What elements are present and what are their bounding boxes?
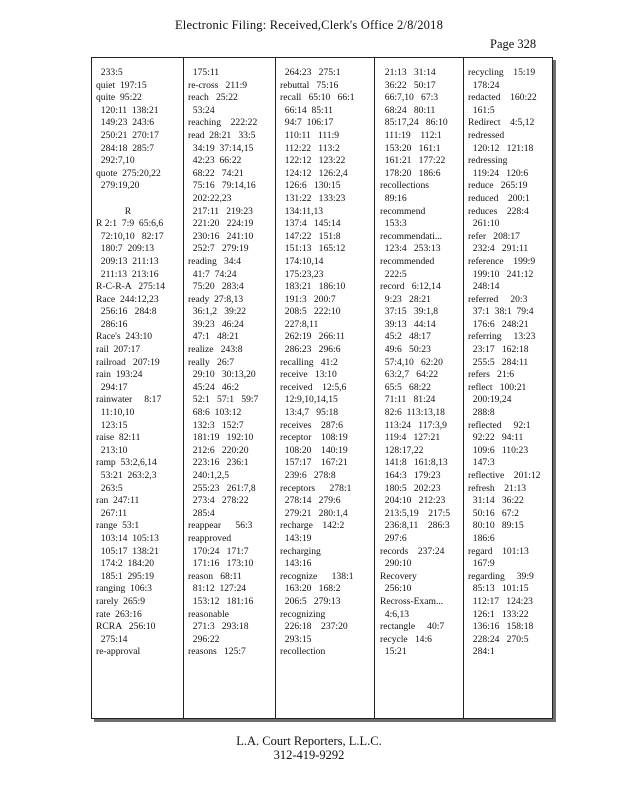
index-entry-line: 103:14 105:13 [96,532,159,544]
index-entry-line: recognizing [280,608,326,620]
index-column-5 [468,67,540,659]
index-entry-line: 53:24 [188,104,215,116]
index-entry-line: 39:13 44:14 [380,318,436,330]
index-entry-line: 80:10 89:15 [468,520,524,532]
index-entry-line: 294:17 [96,381,128,393]
index-entry-line: Recross-Exam... [380,595,444,607]
index-entry-line: 21:13 31:14 [380,67,436,78]
index-entry-line: redressed [468,129,505,141]
index-entry-line: range 53:1 [96,520,140,532]
index-entry-line: rarely 265:9 [96,595,146,607]
index-entry-line [96,193,165,206]
index-entry-line: reflective 201:12 [468,470,541,481]
index-entry-line: reappear 56:3 [188,520,253,532]
index-entry-line: 41:7 74:24 [188,268,237,280]
index-entry-line: 132:3 152:7 [188,419,244,431]
index-entry-line: 34:19 37:14,15 [188,142,254,154]
index-entry-line: 85:13 101:15 [468,583,529,595]
index-entry-line: 284:1 [468,646,495,658]
index-entry-line: 222:5 [380,268,407,280]
index-entry-line: 143:16 [280,558,312,570]
index-entry-line: records 237:24 [380,545,445,557]
index-entry-line: refer 208:17 [468,230,520,242]
index-entry-line: 267:11 [96,507,128,519]
index-entry-line: 178:20 186:6 [380,167,441,179]
index-entry-line: 153:20 161:1 [380,142,441,154]
index-entry-line: 72:10,10 82:17 [96,230,164,242]
index-entry-line: regarding 39:9 [468,570,534,582]
index-entry-line: 293:15 [280,633,312,645]
index-entry-line: 149:23 243:6 [96,117,155,129]
index-entry-line: 180:5 202:23 [380,482,441,494]
index-entry-line: 52:1 57:1 59:7 [188,394,259,406]
index-entry-line: 37:15 39:1,8 [380,306,439,318]
index-entry-line: 183:21 186:10 [280,281,346,293]
index-entry-line: 239:6 278:8 [280,470,336,481]
index-entry-line: 292:7,10 [96,155,135,167]
index-entry-line: Recovery [380,570,417,582]
index-entry-line: 112:22 113:2 [280,142,340,154]
index-entry-line: read 28:21 33:5 [188,129,256,141]
index-column-3 [280,67,355,659]
index-entry-line: 31:14 36:22 [468,495,524,507]
index-entry-line: 223:16 236:1 [188,457,249,469]
index-entry-line: 119:4 127:21 [380,432,441,444]
index-entry-line: really 26:7 [188,356,235,368]
index-entry-line: reference 199:9 [468,255,536,267]
index-column-1 [96,67,165,659]
index-entry-line: 285:4 [188,507,215,519]
index-entry-line: RCRA 256:10 [96,621,156,633]
index-entry-line: 255:5 284:11 [468,356,529,368]
index-entry-line: ranging 106:3 [96,583,152,595]
index-entry-line: 167:9 [468,558,495,570]
index-entry-line: recharging [280,545,321,557]
index-entry-line: 53:21 263:2,3 [96,470,157,481]
index-entry-line: 221:20 224:19 [188,218,254,230]
index-entry-line: re-cross 211:9 [188,79,248,91]
index-entry-line: 211:13 213:16 [96,268,159,280]
index-entry-line: 199:10 241:12 [468,268,534,280]
index-entry-line: 45:2 48:17 [380,331,431,343]
index-entry-line: 137:4 145:14 [280,218,341,230]
index-entry-line: 263:5 [96,482,123,494]
index-entry-line: rail 207:17 [96,344,141,356]
index-entry-line: redacted 160:22 [468,92,537,104]
index-entry-line: 36:22 50:17 [380,79,436,91]
index-entry-line: regard 101:13 [468,545,529,557]
index-entry-line: recommend [380,205,426,217]
index-entry-line: 49:6 50:23 [380,344,431,356]
index-entry-line: record 6:12,14 [380,281,441,293]
index-entry-line: reading 34:4 [188,255,242,267]
index-entry-line: 94:7 106:17 [280,117,334,129]
index-entry-line: 153:12 181:16 [188,595,254,607]
index-entry-line: 63:2,7 64:22 [380,369,439,381]
index-entry-line: 68:22 74:21 [188,167,244,179]
index-entry-line: 255:23 261:7,8 [188,482,256,494]
index-entry-line: 185:1 295:19 [96,570,155,582]
index-entry-line: 134:11,13 [280,205,324,217]
index-entry-line: 204:10 212:23 [380,495,446,507]
index-entry-line: 230:16 241:10 [188,230,254,242]
index-entry-line: 123:15 [96,419,128,431]
index-entry-line: 279:21 280:1,4 [280,507,348,519]
index-entry-line: 233:5 [96,67,123,78]
index-entry-line: reaching 222:22 [188,117,258,129]
index-entry-line: reach 25:22 [188,92,238,104]
index-entry-line: 75:16 79:14,16 [188,180,256,192]
index-entry-line: 108:20 140:19 [280,444,348,456]
index-entry-line: 68:24 80:11 [380,104,436,116]
index-entry-line: 209:13 211:13 [96,255,159,267]
index-entry-line: 178:24 [468,79,500,91]
index-entry-line: 250:21 270:17 [96,129,159,141]
index-entry-line: 151:13 165:12 [280,243,346,255]
index-entry-line: 45:24 46:2 [188,381,239,393]
index-entry-line: ramp 53:2,6,14 [96,457,157,469]
index-entry-line: 112:17 124:23 [468,595,533,607]
index-column-2 [188,67,258,659]
index-entry-line: 120:12 121:18 [468,142,534,154]
index-entry-line: recall 65:10 66:1 [280,92,355,104]
index-entry-line: 4:6,13 [380,608,410,620]
index-entry-line: 23:17 162:18 [468,344,529,356]
index-entry-line: 261:10 [468,218,500,230]
index-entry-line: 13:4,7 95:18 [280,407,339,419]
index-entry-line: rebuttal 75:16 [280,79,339,91]
index-entry-line: 57:4,10 62:20 [380,356,443,368]
index-entry-line: 47:1 48:21 [188,331,239,343]
index-entry-line: 66:7,10 67:3 [380,92,439,104]
index-entry-line: reason 68:11 [188,570,242,582]
index-entry-line: 147:3 [468,457,495,469]
index-entry-line: 89:16 [380,192,407,204]
index-entry-line: recollection [280,646,326,658]
index-entry-line: 124:12 126:2,4 [280,167,348,179]
index-entry-line: rainwater 8:17 [96,394,162,406]
index-entry-line: 81:12 127:24 [188,583,247,595]
index-entry-line: reasons 125:7 [188,646,246,658]
page-number: Page 328 [490,37,537,51]
index-entry-line: 147:22 151:8 [280,230,341,242]
index-entry-line: 141:8 161:8,13 [380,457,448,469]
index-entry-line: 191:3 200:7 [280,293,336,305]
column-divider [463,58,464,718]
index-entry-line: 279:19,20 [96,180,140,192]
index-entry-line: R 2:1 7:9 65:6,6 [96,218,164,230]
index-entry-line: 37:1 38:1 79:4 [468,306,534,318]
index-entry-line: 131:22 133:23 [280,192,346,204]
index-entry-line: 110:11 111:9 [280,129,340,141]
index-entry-line: receptor 108:19 [280,432,348,444]
column-divider [275,58,276,718]
index-entry-line: raise 82:11 [96,432,141,444]
index-entry-line: referred 20:3 [468,293,528,305]
index-entry-line: 248:14 [468,281,500,293]
index-entry-line: 161:21 177:22 [380,155,446,167]
index-entry-line: reasonable [188,608,230,620]
index-entry-line: reapproved [188,532,232,544]
index-entry-line: 119:24 120:6 [468,167,529,179]
index-entry-line: referring 13:23 [468,331,536,343]
index-entry-line: 228:24 270:5 [468,633,529,645]
index-entry-line: 296:22 [188,633,220,645]
index-entry-line: 217:11 219:23 [188,205,253,217]
index-entry-line: 174:10,14 [280,255,324,267]
index-entry-line: 213:10 [96,444,128,456]
index-entry-line: 286:23 296:6 [280,344,341,356]
index-entry-line: 120:11 138:21 [96,104,159,116]
index-entry-line: receives 287:6 [280,419,343,431]
index-entry-line: recharge 142:2 [280,520,345,532]
index-entry-line: 174:2 184:20 [96,558,155,570]
index-entry-line: 181:19 192:10 [188,432,254,444]
index-column-4 [380,67,450,659]
index-entry-line: 200:19,24 [468,394,512,406]
index-entry-line: 85:17,24 86:10 [380,117,448,129]
index-entry-line: 111:19 112:1 [380,129,442,141]
index-entry-line: 262:19 266:11 [280,331,345,343]
index-entry-line: 264:23 275:1 [280,67,341,78]
index-entry-line: 180:7 209:13 [96,243,155,255]
index-entry-line: 109:6 110:23 [468,444,529,456]
index-entry-line: rate 263:16 [96,608,142,620]
index-entry-line: 126:1 133:22 [468,608,529,620]
index-entry-line: 65:5 68:22 [380,381,431,393]
index-entry-line: recycling 15:19 [468,67,536,78]
index-entry-line: 240:1,2,5 [188,470,230,481]
index-entry-line: 164:3 179:23 [380,470,441,481]
index-entry-line: re-approval [96,646,141,658]
index-entry-line: 213:5,19 217:5 [380,507,451,519]
index-entry-line: recommendati... [380,230,443,242]
index-entry-line: Race's 243:10 [96,331,153,343]
index-entry-line: receptors 278:1 [280,482,352,494]
index-entry-line: ready 27:8,13 [188,293,244,305]
index-entry-line: 39:23 46:24 [188,318,244,330]
index-entry-line: 288:8 [468,407,495,419]
filing-header: Electronic Filing: Received,Clerk's Office 2/8/2018 [174,18,444,32]
index-entry-line: 256:16 284:8 [96,306,157,318]
index-entry-line: 82:6 113:13,18 [380,407,445,419]
index-entry-line: refresh 21:13 [468,482,527,494]
index-entry-line: 290:10 [380,558,412,570]
index-entry-line: 232:4 291:11 [468,243,529,255]
index-entry-line: 206:5 279:13 [280,595,341,607]
index-entry-line: 123:4 253:13 [380,243,441,255]
index-entry-line: quite 95:22 [96,92,142,104]
index-entry-line: received 12:5,6 [280,381,347,393]
index-entry-line: 161:5 [468,104,495,116]
index-entry-line: 122:12 123:22 [280,155,346,167]
index-entry-line: 68:6 103:12 [188,407,242,419]
index-entry-line: 212:6 220:20 [188,444,249,456]
index-entry-line: 227:8,11 [280,318,319,330]
index-entry-line: 208:5 222:10 [280,306,341,318]
index-entry-line: R [96,205,132,217]
index-entry-line: 175:11 [188,67,220,78]
index-entry-line: reduced 200:1 [468,192,530,204]
index-entry-line: redressing [468,155,508,167]
index-entry-line: recollections [380,180,430,192]
index-entry-line: recalling 41:2 [280,356,338,368]
index-entry-line: 36:1,2 39:22 [188,306,247,318]
column-divider [183,58,184,718]
index-entry-line: reflected 92:1 [468,419,531,431]
index-entry-line: 273:4 278:22 [188,495,249,507]
index-entry-line: 170:24 171:7 [188,545,249,557]
index-entry-line: quiet 197:15 [96,79,147,91]
index-entry-line: realize 243:8 [188,344,243,356]
index-entry-line: 186:6 [468,532,495,544]
index-entry-line: 11:10,10 [96,407,135,419]
index-entry-line: 275:14 [96,633,128,645]
index-entry-line: reflect 100:21 [468,381,527,393]
index-entry-line: 236:8,11 286:3 [380,520,450,532]
index-entry-line: Redirect 4:5,12 [468,117,535,129]
index-entry-line: 171:16 173:10 [188,558,254,570]
index-entry-line: 29:10 30:13,20 [188,369,256,381]
index-entry-line: 128:17,22 [380,444,424,456]
index-entry-line: 284:18 285:7 [96,142,155,154]
column-divider [374,58,375,718]
reporter-company: L.A. Court Reporters, L.L.C. [236,734,382,748]
index-entry-line: 297:6 [380,532,407,544]
index-entry-line: 163:20 168:2 [280,583,341,595]
index-entry-line: R-C-R-A 275:14 [96,281,166,293]
index-entry-line: recycle 14:6 [380,633,432,645]
index-entry-line: 278:14 279:6 [280,495,341,507]
index-entry-line: reduce 265:19 [468,180,528,192]
index-entry-line: 126:6 130:15 [280,180,341,192]
index-entry-line: 175:23,23 [280,268,324,280]
index-entry-line: Race 244:12,23 [96,293,159,305]
index-entry-line: refers 21:6 [468,369,515,381]
index-entry-line: 75:20 283:4 [188,281,244,293]
index-entry-line: 226:18 237:20 [280,621,348,633]
index-entry-line: recognize 138:1 [280,570,354,582]
index-entry-line: 252:7 279:19 [188,243,249,255]
reporter-phone: 312-419-9292 [273,748,345,762]
index-entry-line: reduces 228:4 [468,205,529,217]
index-entry-line: 271:3 293:18 [188,621,249,633]
index-entry-line: 256:10 [380,583,412,595]
index-entry-line: railroad 207:19 [96,356,160,368]
index-entry-line: 286:16 [96,318,128,330]
index-entry-line: 157:17 167:21 [280,457,348,469]
index-entry-line: 12:9,10,14,15 [280,394,338,406]
index-page-frame [91,57,553,719]
index-entry-line: 113:24 117:3,9 [380,419,447,431]
index-entry-line: ran 247:11 [96,495,140,507]
index-entry-line: 143:19 [280,532,312,544]
index-entry-line: 9:23 28:21 [380,293,431,305]
index-entry-line: 153:3 [380,218,407,230]
index-entry-line: 176:6 248:21 [468,318,529,330]
index-entry-line: recommended [380,255,435,267]
index-entry-line: 15:21 [380,646,407,658]
index-entry-line: 66:14 85:11 [280,104,333,116]
index-entry-line: receive 13:10 [280,369,337,381]
index-entry-line: rectangle 40:7 [380,621,445,633]
index-entry-line: 71:11 81:24 [380,394,436,406]
index-entry-line: 105:17 138:21 [96,545,159,557]
index-entry-line: 50:16 67:2 [468,507,519,519]
index-entry-line: 92:22 94:11 [468,432,524,444]
index-entry-line: rain 193:24 [96,369,143,381]
index-entry-line: 202:22,23 [188,192,232,204]
index-entry-line: 136:16 158:18 [468,621,534,633]
index-entry-line: quote 275:20,22 [96,167,161,179]
index-entry-line: 42:23 66:22 [188,155,242,167]
